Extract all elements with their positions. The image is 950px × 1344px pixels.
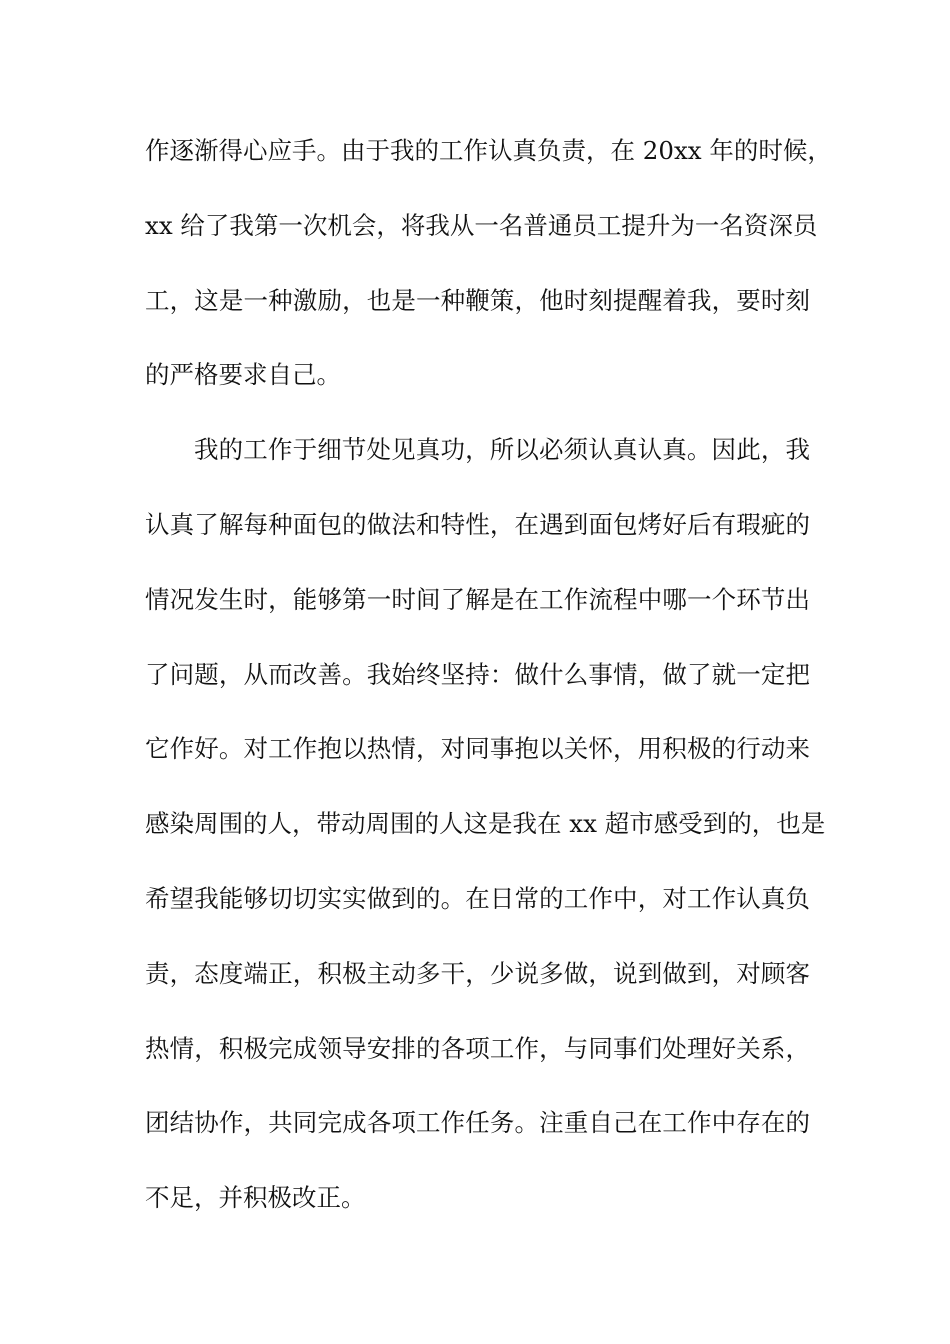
paragraph-2-line-4: 了问题，从而改善。我始终坚持：做什么事情，做了就一定把 bbox=[145, 659, 810, 689]
paragraph-2-line-10: 团结协作，共同完成各项工作任务。注重自己在工作中存在的 bbox=[145, 1108, 810, 1138]
paragraph-1-line-1: 作逐渐得心应手。由于我的工作认真负责，在 20xx 年的时候， bbox=[145, 136, 832, 165]
paragraph-1-line-4: 的严格要求自己。 bbox=[145, 360, 341, 390]
paragraph-2-line-3: 情况发生时，能够第一时间了解是在工作流程中哪一个环节出 bbox=[145, 584, 810, 614]
paragraph-2-line-8: 责，态度端正，积极主动多干，少说多做，说到做到，对顾客 bbox=[145, 958, 810, 988]
paragraph-2-line-7: 希望我能够切切实实做到的。在日常的工作中，对工作认真负 bbox=[145, 883, 810, 913]
paragraph-2-line-9: 热情，积极完成领导安排的各项工作，与同事们处理好关系， bbox=[145, 1033, 810, 1063]
paragraph-2-line-1: 我的工作于细节处见真功，所以必须认真认真。因此，我 bbox=[194, 435, 810, 465]
paragraph-1-line-3: 工，这是一种激励，也是一种鞭策，他时刻提醒着我，要时刻 bbox=[145, 285, 810, 315]
paragraph-2-line-6: 感染周围的人，带动周围的人这是我在 xx 超市感受到的，也是 bbox=[145, 809, 826, 839]
paragraph-2-line-11: 不足，并积极改正。 bbox=[145, 1183, 366, 1213]
body-text bbox=[145, 128, 832, 1250]
paragraph-2-line-2: 认真了解每种面包的做法和特性，在遇到面包烤好后有瑕疵的 bbox=[145, 509, 810, 539]
paragraph-1-line-2: xx 给了我第一次机会，将我从一名普通员工提升为一名资深员 bbox=[145, 210, 818, 240]
paragraph-2-line-5: 它作好。对工作抱以热情，对同事抱以关怀，用积极的行动来 bbox=[145, 734, 810, 764]
